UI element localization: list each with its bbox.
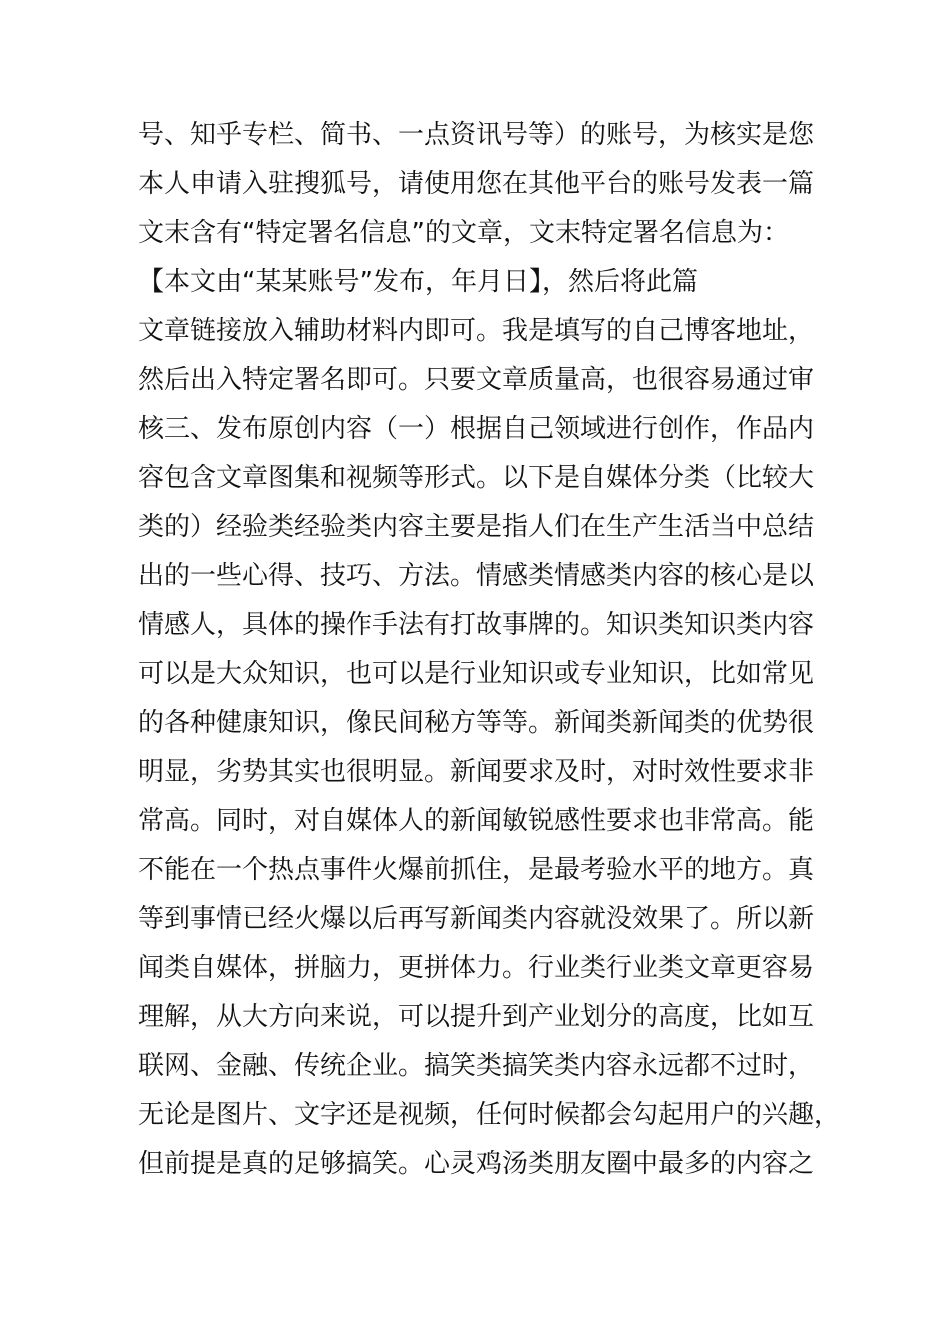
- text-line-14: 明显，劣势其实也很明显。新闻要求及时，对时效性要求非: [138, 757, 815, 787]
- text-line-17: 等到事情已经火爆以后再写新闻类内容就没效果了。所以新: [138, 904, 815, 934]
- text-line-22: 但前提是真的足够搞笑。心灵鸡汤类朋友圈中最多的内容之: [138, 1149, 815, 1179]
- text-line-9: 类的）经验类经验类内容主要是指人们在生产生活当中总结: [138, 512, 815, 542]
- body-text: [138, 111, 841, 1189]
- text-line-1: 号、知乎专栏、简书、一点资讯号等）的账号，为核实是您: [138, 120, 815, 150]
- text-line-7: 核三、发布原创内容（一）根据自己领域进行创作，作品内: [138, 414, 815, 444]
- text-line-5: 文章链接放入辅助材料内即可。我是填写的自己博客地址，: [138, 316, 815, 346]
- text-line-19: 理解，从大方向来说，可以提升到产业划分的高度，比如互: [138, 1002, 815, 1032]
- text-line-4: 【本文由“某某账号”发布，年月日】，然后将此篇: [138, 267, 698, 297]
- text-line-13: 的各种健康知识，像民间秘方等等。新闻类新闻类的优势很: [138, 708, 815, 738]
- text-line-15: 常高。同时，对自媒体人的新闻敏锐感性要求也非常高。能: [138, 806, 815, 836]
- text-line-11: 情感人，具体的操作手法有打故事牌的。知识类知识类内容: [138, 610, 815, 640]
- text-line-10: 出的一些心得、技巧、方法。情感类情感类内容的核心是以: [138, 561, 815, 591]
- text-line-2: 本人申请入驻搜狐号，请使用您在其他平台的账号发表一篇: [138, 169, 815, 199]
- text-line-18: 闻类自媒体，拼脑力，更拼体力。行业类行业类文章更容易: [138, 953, 815, 983]
- text-line-21: 无论是图片、文字还是视频，任何时候都会勾起用户的兴趣，: [138, 1100, 841, 1130]
- text-line-6: 然后出入特定署名即可。只要文章质量高，也很容易通过审: [138, 365, 815, 395]
- text-line-8: 容包含文章图集和视频等形式。以下是自媒体分类（比较大: [138, 463, 815, 493]
- text-line-12: 可以是大众知识，也可以是行业知识或专业知识，比如常见: [138, 659, 815, 689]
- text-line-16: 不能在一个热点事件火爆前抓住，是最考验水平的地方。真: [138, 855, 815, 885]
- text-line-20: 联网、金融、传统企业。搞笑类搞笑类内容永远都不过时，: [138, 1051, 815, 1081]
- text-line-3: 文末含有“特定署名信息”的文章，文末特定署名信息为：: [138, 218, 789, 248]
